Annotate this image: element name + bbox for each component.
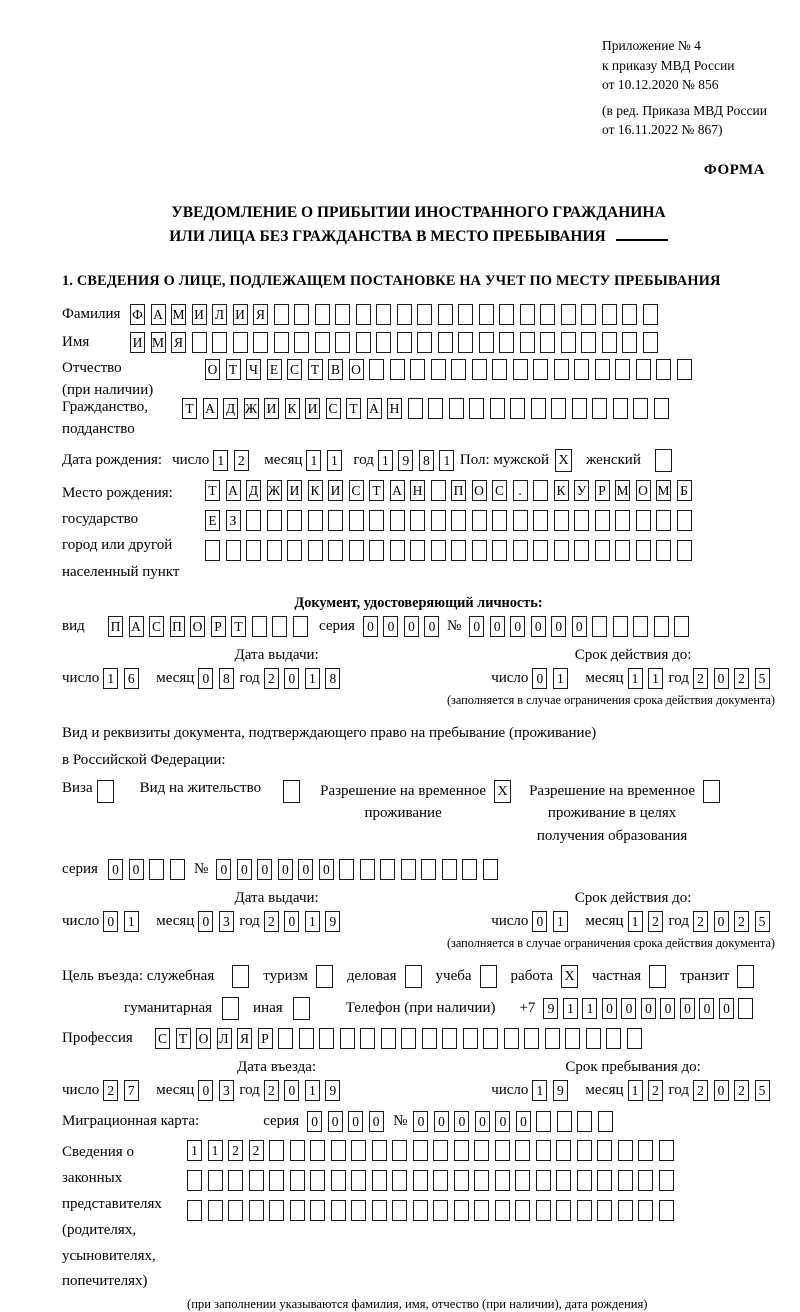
migration-card-label: Миграционная карта: <box>62 1113 200 1130</box>
valid-day-cells: 0 1 <box>532 668 573 689</box>
year-label: год <box>668 913 689 930</box>
option-visa: Виза <box>62 780 114 803</box>
residence-doc-options <box>62 780 775 848</box>
field-birth-place <box>62 480 775 585</box>
temp-residence-checkbox: X <box>494 780 511 803</box>
valid-month-cells: 1 2 <box>628 911 669 932</box>
temp-residence-education-checkbox <box>703 780 720 803</box>
citizenship-label: Гражданство, подданство <box>62 398 149 438</box>
field-birth-date <box>62 449 775 472</box>
entry-date-group <box>62 1059 491 1101</box>
issue-date-header: Дата выдачи: <box>234 646 319 663</box>
annex-line: (в ред. Приказа МВД России <box>602 102 767 118</box>
doc-kind-label: вид <box>62 617 85 634</box>
birth-year-cells: 1 9 8 1 <box>378 450 460 471</box>
purpose-study-checkbox <box>480 965 497 988</box>
entry-day-cells: 2 7 <box>103 1080 144 1101</box>
purpose-private-label: частная <box>592 968 642 985</box>
valid-until-header: Срок действия до: <box>574 890 692 907</box>
profession-cells: С Т О Л Я Р <box>155 1028 647 1049</box>
birth-month-cells: 1 1 <box>306 450 347 471</box>
purpose-business-label: деловая <box>346 968 397 985</box>
month-label: месяц <box>156 1082 195 1099</box>
phone-label: Телефон (при наличии) <box>345 1000 496 1017</box>
option-temp-residence-education: Разрешение на временное проживание в целях получения образования <box>529 780 720 848</box>
valid-day-cells: 0 1 <box>532 911 573 932</box>
issue-day-cells: 1 6 <box>103 668 144 689</box>
purpose-private-checkbox <box>649 965 666 988</box>
day-label: число <box>172 451 210 468</box>
month-label: месяц <box>585 669 624 686</box>
residence-permit-checkbox <box>283 780 300 803</box>
form-title-line2: ИЛИ ЛИЦА БЕЗ ГРАЖДАНСТВА В МЕСТО ПРЕБЫВАНИЯ <box>62 225 775 249</box>
issue-date-header: Дата выдачи: <box>234 890 319 907</box>
representatives-label: Сведения о законных представителях (родителях, усыновителях, попечителях) <box>62 1144 162 1290</box>
valid-month-cells: 1 1 <box>628 668 669 689</box>
residence-series-cells: 0 0 <box>108 859 190 880</box>
day-label: число <box>62 1082 100 1099</box>
purpose-work-label: работа <box>510 968 554 985</box>
birth-place-row1: Т А Д Ж И К И С Т А Н П О С . К У Р М О М Б <box>205 480 697 501</box>
entry-date-header: Дата въезда: <box>237 1059 317 1076</box>
validity-note: (заполняется в случае ограничения срока действия документа) <box>446 692 775 707</box>
stay-until-group <box>491 1059 775 1101</box>
field-name <box>62 332 775 353</box>
field-purpose2-phone <box>124 997 775 1020</box>
residence-doc-intro: Вид и реквизиты документа, подтверждающего право на пребывание (проживание) в Российской Федерации: <box>62 724 597 768</box>
valid-until-group <box>491 890 775 932</box>
purpose-humanitarian-label: гуманитарная <box>124 1000 213 1017</box>
year-label: год <box>353 451 374 468</box>
citizenship-cells: Т А Д Ж И К И С Т А Н <box>182 398 674 419</box>
purpose-official-checkbox <box>232 965 249 988</box>
entry-year-cells: 2 0 1 9 <box>264 1080 346 1101</box>
stay-year-cells: 2 0 2 5 <box>693 1080 775 1101</box>
purpose-transit-label: транзит <box>680 968 730 985</box>
migration-series-cells: 0 0 0 0 <box>307 1111 389 1132</box>
forma-label: ФОРМА <box>703 161 765 178</box>
stay-until-header: Срок пребывания до: <box>565 1059 701 1076</box>
representatives-rows <box>187 1140 679 1295</box>
surname-label: Фамилия <box>62 305 121 322</box>
month-label: месяц <box>156 913 195 930</box>
entry-stay-dates <box>62 1059 775 1101</box>
day-label: число <box>491 913 529 930</box>
stay-day-cells: 1 9 <box>532 1080 573 1101</box>
sex-male-checkbox: X <box>555 449 572 472</box>
issue-date-group <box>62 890 491 932</box>
birth-place-row2: Е З <box>205 510 697 531</box>
number-label: № <box>393 1113 408 1130</box>
year-label: год <box>239 669 260 686</box>
validity-note: (заполняется в случае ограничения срока действия документа) <box>446 936 775 951</box>
day-label: число <box>62 913 100 930</box>
name-label: Имя <box>62 333 90 350</box>
valid-until-group <box>491 647 775 689</box>
residence-number-cells: 0 0 0 0 0 0 <box>216 859 503 880</box>
identity-doc-dates <box>62 647 775 689</box>
purpose-work-checkbox: X <box>561 965 578 988</box>
year-label: год <box>668 669 689 686</box>
birth-place-row3 <box>205 540 697 561</box>
day-label: число <box>62 669 100 686</box>
annex-line: от 10.12.2020 № 856 <box>602 77 719 93</box>
purpose-transit-checkbox <box>737 965 754 988</box>
birth-day-cells: 1 2 <box>213 450 254 471</box>
issue-year-cells: 2 0 1 9 <box>264 911 346 932</box>
representatives-note: (при заполнении указываются фамилия, имя, отчество (при наличии), дата рождения) <box>187 1297 648 1312</box>
phone-cells: 9 1 1 0 0 0 0 0 0 0 <box>543 998 758 1019</box>
birth-place-label: Место рождения: государство город или другой населенный пункт <box>62 484 180 580</box>
year-label: год <box>668 1082 689 1099</box>
doc-number-cells: 0 0 0 0 0 0 <box>469 616 695 637</box>
issue-day-cells: 0 1 <box>103 911 144 932</box>
purpose-business-checkbox <box>405 965 422 988</box>
profession-label: Профессия <box>62 1030 133 1047</box>
form-title-line1: УВЕДОМЛЕНИЕ О ПРИБЫТИИ ИНОСТРАННОГО ГРАЖДАНИНА <box>171 203 666 221</box>
field-citizenship <box>62 396 775 441</box>
doc-series-label: серия <box>319 617 355 634</box>
day-label: число <box>491 669 529 686</box>
representatives-row3 <box>187 1200 679 1221</box>
valid-until-header: Срок действия до: <box>574 646 692 663</box>
stay-month-cells: 1 2 <box>628 1080 669 1101</box>
purpose-label: Цель въезда: служебная <box>62 968 215 985</box>
field-profession <box>62 1028 775 1049</box>
field-identity-doc <box>62 616 775 637</box>
issue-date-group <box>62 647 491 689</box>
sex-female-label: женский <box>586 451 641 468</box>
month-label: месяц <box>264 451 303 468</box>
migration-number-cells: 0 0 0 0 0 0 <box>413 1111 618 1132</box>
purpose-tourism-label: туризм <box>263 968 308 985</box>
purpose-other-checkbox <box>293 997 310 1020</box>
entry-month-cells: 0 3 <box>198 1080 239 1101</box>
visa-checkbox <box>97 780 114 803</box>
valid-year-cells: 2 0 2 5 <box>693 911 775 932</box>
sex-female-checkbox <box>655 449 672 472</box>
issue-month-cells: 0 8 <box>198 668 239 689</box>
surname-cells: Ф А М И Л И Я <box>130 304 663 325</box>
field-representatives <box>62 1140 775 1295</box>
representatives-row2 <box>187 1170 679 1191</box>
month-label: месяц <box>585 913 624 930</box>
patronymic-label: Отчество (при наличии) <box>62 359 154 399</box>
identity-doc-heading: Документ, удостоверяющий личность: <box>294 594 543 611</box>
birth-date-label: Дата рождения: <box>62 451 163 468</box>
name-cells: И М Я <box>130 332 663 353</box>
series-label: серия <box>62 861 98 878</box>
number-label: № <box>194 861 209 878</box>
patronymic-cells: О Т Ч Е С Т В О <box>205 359 697 380</box>
sex-male-label: Пол: мужской <box>459 451 550 468</box>
doc-number-label: № <box>446 617 462 634</box>
annex-line: Приложение № 4 <box>602 38 701 53</box>
birth-place-rows <box>205 480 697 561</box>
annex-line: к приказу МВД России <box>602 57 735 73</box>
phone-prefix: +7 <box>519 1000 536 1017</box>
doc-kind-cells: П А С П О Р Т <box>108 616 313 637</box>
field-surname <box>62 304 775 325</box>
purpose-study-label: учеба <box>435 968 472 985</box>
field-migration-card <box>62 1111 775 1132</box>
annex-reference <box>602 36 782 140</box>
year-label: год <box>239 913 260 930</box>
purpose-other-label: иная <box>253 1000 283 1017</box>
blank-underline <box>616 239 668 241</box>
residence-doc-series-number <box>62 859 775 880</box>
month-label: месяц <box>156 669 195 686</box>
option-residence-permit: Вид на жительство <box>140 780 300 803</box>
valid-year-cells: 2 0 2 5 <box>693 668 775 689</box>
option-temp-residence: Разрешение на временное проживание X <box>320 780 511 825</box>
residence-doc-dates <box>62 890 775 932</box>
issue-year-cells: 2 0 1 8 <box>264 668 346 689</box>
form-title <box>62 201 775 249</box>
issue-month-cells: 0 3 <box>198 911 239 932</box>
purpose-humanitarian-checkbox <box>222 997 239 1020</box>
year-label: год <box>239 1082 260 1099</box>
purpose-tourism-checkbox <box>316 965 333 988</box>
section1-heading: 1. СВЕДЕНИЯ О ЛИЦЕ, ПОДЛЕЖАЩЕМ ПОСТАНОВКЕ НА УЧЕТ ПО МЕСТУ ПРЕБЫВАНИЯ <box>62 272 721 289</box>
annex-line: от 16.11.2022 № 867) <box>602 122 723 138</box>
doc-series-cells: 0 0 0 0 <box>363 616 445 637</box>
representatives-row1: 1 1 2 2 <box>187 1140 679 1161</box>
series-label: серия <box>263 1113 300 1130</box>
day-label: число <box>491 1082 529 1099</box>
month-label: месяц <box>585 1082 624 1099</box>
field-entry-purpose <box>62 965 775 988</box>
